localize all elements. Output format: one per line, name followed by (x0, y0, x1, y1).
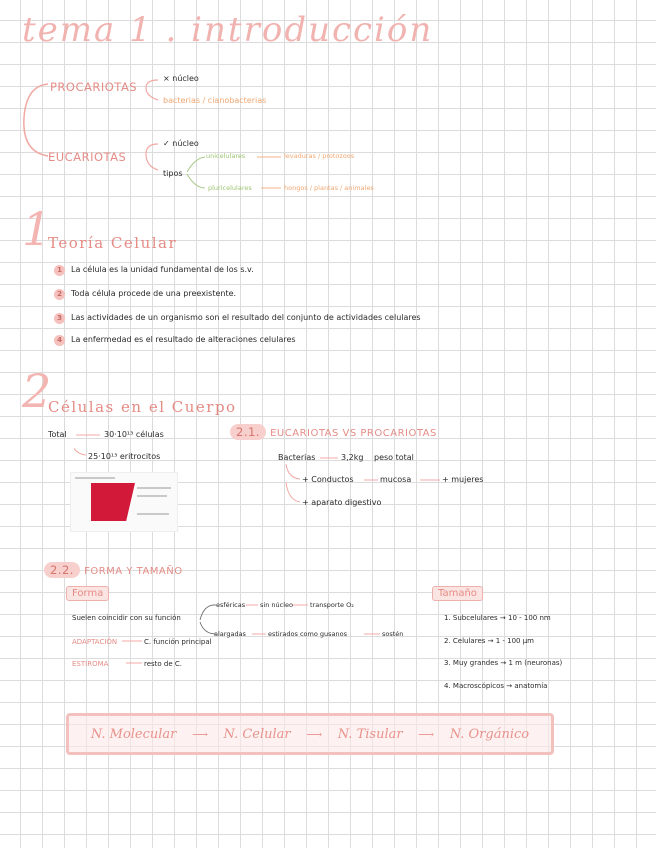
total-value: 30·10¹³ células (104, 430, 164, 439)
section2-number: 2 (22, 364, 52, 418)
infographic-line (137, 513, 169, 515)
infographic-line (75, 477, 115, 479)
pluricelulares-ejemplo: hongos / plantas / animales (284, 184, 374, 192)
tamano-item: 2. Celulares → 1 - 100 µm (444, 637, 534, 645)
section2-title: Células en el Cuerpo (48, 398, 237, 416)
bullet-number: 2 (54, 289, 65, 300)
mujeres-label: + mujeres (442, 475, 484, 484)
nivel-molecular: N. Molecular (90, 726, 177, 742)
mucosa-label: mucosa (380, 475, 412, 484)
transporte-label: transporte O₂ (310, 601, 354, 609)
teoria-item (54, 313, 421, 324)
teoria-item-text: La enfermedad es el resultado de alteraciones celulares (71, 335, 296, 344)
unicelulares-label: unicelulares (206, 152, 246, 160)
teoria-item (54, 335, 296, 346)
nivel-separator: ⟶ (192, 727, 208, 741)
sub22-title: FORMA Y TAMAÑO (84, 566, 183, 577)
unicelulares-ejemplo: levaduras / protozoos (284, 152, 355, 160)
niveles-banner (66, 713, 554, 755)
nivel-celular: N. Celular (223, 726, 291, 742)
aparato-label: + aparato digestivo (302, 498, 382, 507)
pluricelulares-label: pluricelulares (208, 184, 252, 192)
estirados-label: estirados como gusanos (268, 630, 347, 638)
nivel-tisular: N. Tisular (337, 726, 403, 742)
teoria-item (54, 265, 254, 276)
teoria-item-text: Las actividades de un organismo son el resultado del conjunto de actividades celulares (71, 313, 421, 322)
bullet-number: 4 (54, 335, 65, 346)
tamano-item: 3. Muy grandes → 1 m (neuronas) (444, 659, 563, 667)
tamano-item: 4. Macroscópicos → anatomía (444, 682, 548, 690)
esfericas-label: esféricas (216, 601, 246, 609)
estiroma-ejemplo: resto de C. (144, 660, 183, 668)
sub21-header (230, 425, 437, 439)
sub22-number: 2.2. (44, 562, 80, 578)
conductos-label: + Conductos (302, 475, 354, 484)
procariotas-label: PROCARIOTAS (50, 80, 138, 94)
eritrocitos-value: 25·10¹³ eritrocitos (88, 452, 161, 461)
peso-value: 3,2kg (341, 453, 364, 462)
teoria-item-text: La célula es la unidad fundamental de los s.v. (71, 265, 254, 274)
section1-number: 1 (22, 202, 52, 256)
adaptacion-label: ADAPTACIÓN (72, 638, 118, 646)
bullet-number: 1 (54, 265, 65, 276)
nivel-organico: N. Orgánico (449, 726, 530, 742)
alargadas-label: alargadas (214, 630, 246, 638)
eucariotas-tipos: tipos (163, 169, 183, 178)
page-title: tema 1 . introducción (22, 10, 434, 50)
estiroma-label: ESTIROMA (72, 660, 109, 668)
sub21-number: 2.1. (230, 424, 266, 440)
adaptacion-ejemplo: C. función principal (144, 638, 212, 646)
nivel-separator: ⟶ (418, 727, 435, 741)
sub21-title: EUCARIOTAS VS PROCARIOTAS (270, 428, 437, 439)
sub22-header (44, 563, 183, 577)
total-label: Total (48, 430, 67, 439)
tamano-label: Tamaño (432, 586, 483, 601)
teoria-item-text: Toda célula procede de una preexistente. (71, 289, 237, 298)
peso-total: peso total (374, 453, 414, 462)
infographic-line (137, 495, 167, 497)
teoria-item (54, 289, 236, 300)
bacterias-label: Bacterias (278, 453, 316, 462)
sin-nucleo-label: sin núcleo (260, 601, 293, 609)
infographic-image (70, 472, 178, 532)
tamano-item: 1. Subcelulares → 10 - 100 nm (444, 614, 551, 622)
forma-label: Forma (66, 586, 109, 601)
eucariotas-nucleo: ✓ núcleo (163, 139, 199, 148)
sosten-label: sostén (382, 630, 404, 638)
infographic-line (137, 487, 171, 489)
section1-title: Teoría Celular (48, 234, 178, 252)
eucariotas-label: EUCARIOTAS (48, 150, 127, 164)
nivel-separator: ⟶ (306, 727, 323, 741)
procariotas-nucleo: × núcleo (163, 74, 199, 83)
procariotas-ejemplo: bacterias / cianobacterias (163, 96, 267, 105)
infographic-red-block (91, 483, 135, 521)
suelen-text: Suelen coincidir con su función (72, 614, 181, 622)
bullet-number: 3 (54, 313, 65, 324)
